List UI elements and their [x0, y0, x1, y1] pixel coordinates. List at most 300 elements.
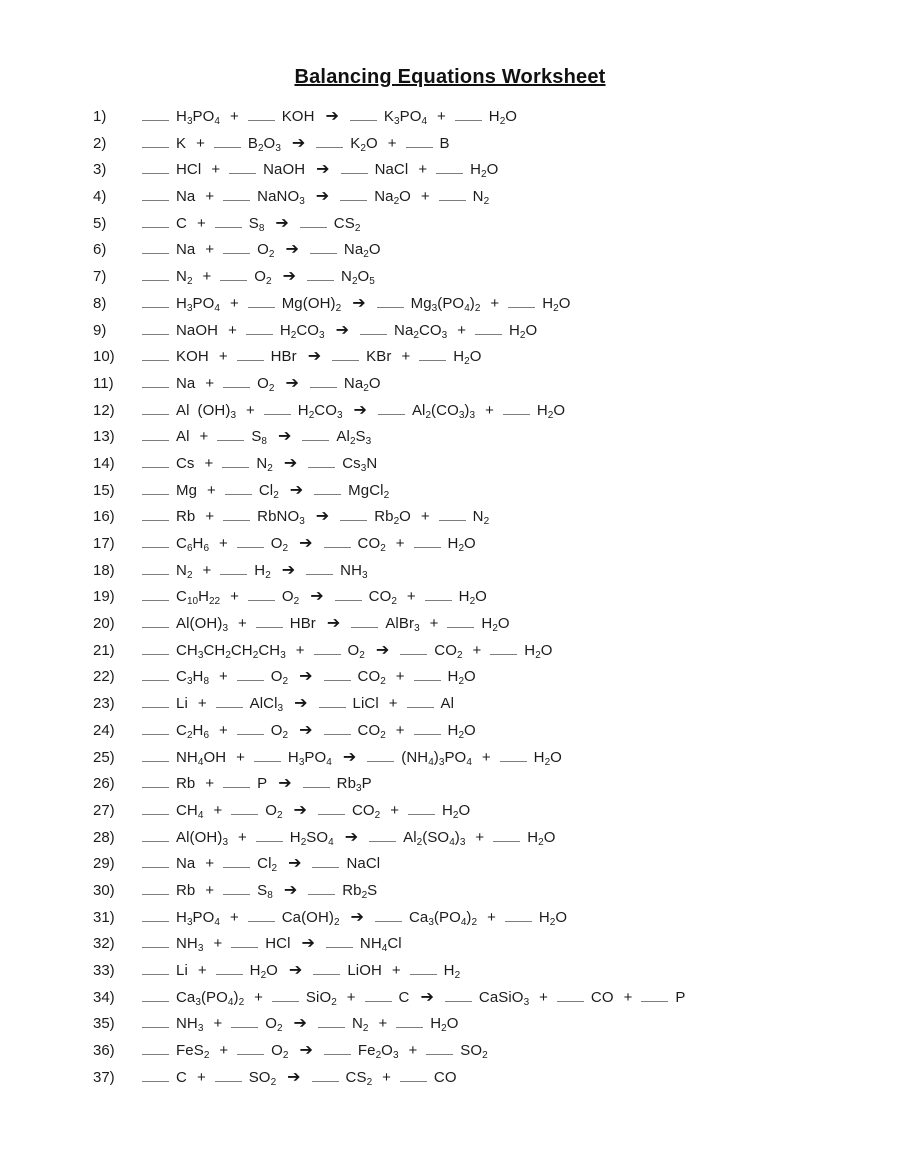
plus-sign: +: [391, 962, 401, 979]
equation-row: [0, 290, 900, 317]
coefficient-blank: [248, 598, 275, 601]
equation: [142, 535, 484, 552]
equation-number: 21): [93, 641, 115, 659]
equation-number: 11): [93, 374, 114, 392]
chemical-formula: Al: [176, 428, 190, 446]
coefficient-blank: [223, 385, 250, 388]
coefficient-blank: [307, 278, 334, 281]
plus-sign: +: [202, 561, 212, 579]
coefficient-blank: [308, 465, 335, 468]
arrow-icon: ➔: [342, 746, 357, 766]
chemical-formula: $Cs_3N$: [342, 454, 378, 474]
equation-row: [0, 583, 900, 610]
chemical-formula: $H_2O$: [538, 908, 568, 928]
chemical-formula: $C_2H_6$: [176, 721, 209, 741]
chemical-formula: $H_2O$: [481, 615, 510, 635]
equation-row: [0, 183, 900, 210]
plus-sign: +: [401, 348, 411, 366]
equation: [142, 933, 410, 955]
chemical-formula: $N_2$: [176, 561, 193, 581]
equation-row: [0, 610, 900, 637]
coefficient-blank: [256, 839, 283, 842]
coefficient-blank: [237, 732, 264, 735]
chemical-formula: $H_2O$: [524, 641, 553, 661]
chemical-formula: $NH_4OH$: [176, 748, 227, 768]
chemical-formula: $SO_2$: [248, 1068, 277, 1088]
coefficient-blank: [414, 678, 441, 681]
coefficient-blank: [142, 518, 169, 521]
coefficient-blank: [439, 518, 466, 521]
equation: [142, 132, 458, 154]
equation: [142, 346, 489, 368]
plus-sign: +: [205, 241, 215, 259]
chemical-formula: $C_6H_6$: [176, 535, 209, 554]
chemical-formula: $H_3PO_4$: [176, 108, 220, 127]
equation: [142, 962, 468, 979]
equation-row: [0, 744, 900, 771]
coefficient-blank: [310, 385, 337, 388]
coefficient-blank: [340, 518, 367, 521]
equation-number: 34): [93, 988, 115, 1006]
equation-row: [0, 824, 900, 851]
chemical-formula: B: [439, 134, 450, 152]
chemical-formula: $K_2O$: [350, 134, 378, 154]
plus-sign: +: [230, 588, 239, 606]
equation-number: 15): [93, 481, 115, 499]
coefficient-blank: [217, 438, 244, 441]
coefficient-blank: [142, 812, 169, 815]
coefficient-blank: [641, 999, 668, 1002]
coefficient-blank: [142, 625, 169, 628]
plus-sign: +: [197, 962, 207, 979]
equation: [142, 239, 389, 261]
equation-number: 30): [93, 881, 115, 899]
coefficient-blank: [400, 1079, 427, 1082]
equation-row: [0, 236, 900, 263]
chemical-formula: KOH: [281, 108, 315, 125]
coefficient-blank: [220, 572, 247, 575]
chemical-formula: $O_2$: [257, 374, 275, 394]
equation-row: [0, 557, 900, 584]
coefficient-blank: [248, 919, 275, 922]
equation: [142, 292, 578, 314]
equation: [142, 1066, 465, 1088]
plus-sign: +: [254, 988, 263, 1006]
coefficient-blank: [142, 598, 169, 601]
chemical-formula: $SO_2$: [460, 1042, 488, 1062]
arrow-icon: ➔: [278, 773, 292, 793]
plus-sign: +: [211, 161, 221, 179]
coefficient-blank: [264, 412, 291, 415]
plus-sign: +: [382, 1068, 391, 1086]
chemical-formula: MgCl$_2$: [348, 481, 390, 501]
equation: [142, 906, 575, 928]
arrow-icon: ➔: [315, 506, 330, 526]
plus-sign: +: [205, 188, 215, 206]
equation: [142, 986, 693, 1008]
chemical-formula: $O_2$: [281, 588, 300, 608]
chemical-formula: $NH_3$: [176, 1015, 204, 1035]
chemical-formula: $NH_3$: [176, 935, 204, 955]
coefficient-blank: [225, 492, 252, 495]
coefficient-blank: [142, 1079, 169, 1082]
equation-number: 37): [93, 1068, 115, 1086]
chemical-formula: $H_2O$: [453, 348, 482, 368]
plus-sign: +: [395, 668, 405, 686]
coefficient-blank: [400, 652, 427, 655]
arrow-icon: ➔: [277, 426, 292, 446]
coefficient-blank: [414, 732, 441, 735]
chemical-formula: NaCl: [346, 855, 381, 873]
coefficient-blank: [505, 919, 532, 922]
coefficient-blank: [425, 598, 452, 601]
coefficient-blank: [410, 972, 437, 975]
arrow-icon: ➔: [299, 666, 313, 686]
chemical-formula: $B_2O_3$: [247, 134, 281, 154]
equation-row: [0, 477, 900, 504]
coefficient-blank: [223, 865, 250, 868]
equation: [142, 666, 484, 688]
chemical-formula: $Rb_2S$: [342, 881, 378, 901]
chemical-formula: CaSiO$_3$: [478, 988, 530, 1008]
coefficient-blank: [231, 945, 258, 948]
chemical-formula: K: [176, 134, 187, 152]
coefficient-blank: [360, 332, 387, 335]
equation: [142, 186, 497, 208]
equation: [142, 586, 495, 608]
coefficient-blank: [493, 839, 520, 842]
chemical-formula: $CS_2$: [345, 1068, 373, 1088]
coefficient-blank: [436, 171, 463, 174]
chemical-formula: $H_2O$: [470, 161, 499, 181]
equation: [142, 719, 484, 741]
equation: [142, 399, 573, 421]
chemical-formula: $(NH_4)_3PO_4$: [401, 748, 472, 768]
arrow-icon: ➔: [301, 933, 315, 953]
chemical-formula: AlBr$_3$: [385, 615, 420, 635]
arrow-icon: ➔: [344, 826, 359, 846]
arrow-icon: ➔: [310, 586, 324, 606]
plus-sign: +: [229, 108, 239, 125]
arrow-icon: ➔: [293, 1013, 307, 1033]
coefficient-blank: [500, 759, 527, 762]
equation-number: 10): [93, 348, 115, 366]
chemical-formula: $CO_2$: [368, 588, 397, 608]
chemical-formula: C: [176, 1068, 187, 1086]
coefficient-blank: [231, 812, 258, 815]
arrow-icon: ➔: [352, 292, 366, 312]
chemical-formula: $N_2$: [472, 508, 490, 528]
equation-number: 12): [93, 401, 115, 419]
plus-sign: +: [213, 801, 223, 819]
chemical-formula: $Na_2O$: [374, 188, 411, 208]
chemical-formula: HBr: [270, 348, 297, 366]
chemical-formula: $O_2$: [347, 641, 365, 661]
chemical-formula: NaOH: [176, 321, 219, 339]
plus-sign: +: [218, 348, 228, 366]
coefficient-blank: [306, 572, 333, 575]
coefficient-blank: [223, 785, 250, 788]
chemical-formula: C: [398, 988, 410, 1006]
chemical-formula: NaOH: [263, 161, 306, 179]
equation-row: [0, 1064, 900, 1091]
plus-sign: +: [196, 1068, 206, 1086]
equation-row: [0, 690, 900, 717]
coefficient-blank: [142, 865, 169, 868]
plus-sign: +: [485, 401, 494, 419]
chemical-formula: $H_2O$: [542, 294, 571, 314]
plus-sign: +: [406, 588, 416, 606]
equation: [142, 639, 561, 661]
plus-sign: +: [205, 508, 215, 526]
coefficient-blank: [142, 945, 169, 948]
coefficient-blank: [318, 1025, 345, 1028]
chemical-formula: $H_2O$: [536, 401, 566, 421]
chemical-formula: $O_2$: [254, 268, 272, 288]
coefficient-blank: [214, 145, 241, 148]
chemical-formula: $H_2O$: [447, 721, 476, 741]
equation-row: [0, 770, 900, 797]
plus-sign: +: [472, 641, 482, 659]
coefficient-blank: [426, 1052, 453, 1055]
equation-row: [0, 130, 900, 157]
coefficient-blank: [142, 545, 169, 548]
chemical-formula: $N_2$: [472, 188, 490, 208]
coefficient-blank: [367, 759, 394, 762]
arrow-icon: ➔: [335, 319, 350, 339]
plus-sign: +: [238, 828, 247, 846]
equation-number: 36): [93, 1042, 115, 1060]
arrow-icon: ➔: [375, 639, 390, 659]
equation-row: [0, 263, 900, 290]
chemical-formula: Cs: [176, 454, 195, 472]
chemical-formula: $Mg_3(PO_4)_2$: [410, 294, 481, 314]
equation: [142, 613, 518, 635]
chemical-formula: $S_8$: [248, 214, 265, 234]
equation-number: 29): [93, 855, 115, 873]
arrow-icon: ➔: [285, 239, 299, 259]
plus-sign: +: [205, 775, 215, 793]
coefficient-blank: [142, 171, 169, 174]
chemical-formula: $H_2CO_3$: [297, 401, 343, 421]
arrow-icon: ➔: [289, 479, 304, 499]
equation-row: [0, 1010, 900, 1037]
equation-row: [0, 370, 900, 397]
equation-list: [0, 103, 900, 1090]
equation-number: 18): [93, 561, 115, 579]
coefficient-blank: [300, 225, 327, 228]
coefficient-blank: [142, 332, 169, 335]
arrow-icon: ➔: [288, 853, 302, 873]
equation-number: 20): [93, 615, 115, 633]
coefficient-blank: [142, 118, 169, 121]
equation: [142, 559, 376, 581]
equation-number: 7): [93, 268, 107, 286]
coefficient-blank: [142, 678, 169, 681]
coefficient-blank: [142, 1025, 169, 1028]
chemical-formula: $O_2$: [257, 241, 275, 261]
chemical-formula: FeS$_2$: [176, 1042, 210, 1062]
coefficient-blank: [216, 705, 243, 708]
coefficient-blank: [142, 1052, 169, 1055]
chemical-formula: $H_2O$: [458, 588, 487, 608]
coefficient-blank: [490, 652, 517, 655]
equation: [142, 1013, 467, 1035]
chemical-formula: AlCl$_3$: [249, 695, 284, 715]
chemical-formula: HBr: [289, 615, 316, 633]
plus-sign: +: [246, 401, 255, 419]
chemical-formula: $O_2$: [265, 801, 283, 821]
chemical-formula: $Al_2(SO_4)_3$: [403, 828, 466, 848]
coefficient-blank: [408, 812, 435, 815]
equation-row: [0, 877, 900, 904]
chemical-formula: $H_3PO_4$: [287, 748, 332, 768]
coefficient-blank: [223, 518, 250, 521]
chemical-formula: Rb: [176, 508, 196, 526]
coefficient-blank: [310, 251, 337, 254]
plus-sign: +: [429, 615, 439, 633]
chemical-formula: Na: [176, 188, 196, 206]
chemical-formula: $H_2O$: [441, 801, 471, 821]
chemical-formula: $Ca_3(PO_4)_2$: [408, 908, 478, 928]
chemical-formula: $N_2$: [256, 454, 273, 474]
coefficient-blank: [220, 278, 247, 281]
chemical-formula: $C_{10}H_{22}$: [176, 588, 221, 608]
arrow-icon: ➔: [291, 132, 306, 152]
coefficient-blank: [222, 465, 249, 468]
chemical-formula: $NH_4Cl$: [359, 935, 402, 955]
plus-sign: +: [378, 1015, 388, 1033]
equation-number: 23): [93, 695, 115, 713]
chemical-formula: RbNO$_3$: [257, 508, 305, 528]
coefficient-blank: [312, 1079, 339, 1082]
equation-number: 24): [93, 721, 115, 739]
arrow-icon: ➔: [299, 533, 313, 552]
equation-number: 31): [93, 908, 115, 926]
chemical-formula: KOH: [176, 348, 209, 366]
plus-sign: +: [490, 294, 500, 312]
chemical-formula: $Ca(OH)_2$: [281, 908, 340, 928]
equation: [142, 452, 385, 474]
coefficient-blank: [142, 198, 169, 201]
chemical-formula: HCl: [265, 935, 291, 953]
coefficient-blank: [248, 118, 275, 121]
coefficient-blank: [312, 865, 339, 868]
equation: [142, 1040, 496, 1062]
plus-sign: +: [204, 454, 214, 472]
coefficient-blank: [406, 145, 433, 148]
arrow-icon: ➔: [288, 960, 303, 979]
chemical-formula: $Ca_3(PO_4)_2$: [176, 988, 245, 1008]
coefficient-blank: [142, 278, 169, 281]
equation: [142, 773, 380, 795]
coefficient-blank: [340, 198, 367, 201]
coefficient-blank: [326, 945, 353, 948]
coefficient-blank: [419, 358, 446, 361]
arrow-icon: ➔: [299, 1040, 313, 1060]
arrow-icon: ➔: [293, 799, 307, 819]
coefficient-blank: [142, 705, 169, 708]
plus-sign: +: [539, 988, 548, 1006]
plus-sign: +: [236, 748, 245, 766]
chemical-formula: LiOH: [347, 962, 382, 979]
page-title: Balancing Equations Worksheet: [294, 66, 606, 88]
coefficient-blank: [324, 678, 351, 681]
plus-sign: +: [196, 214, 206, 232]
chemical-formula: $N_2$: [176, 268, 193, 288]
equation-number: 22): [93, 668, 115, 686]
chemical-formula: $CO_2$: [357, 668, 386, 688]
chemical-formula: KBr: [366, 348, 392, 366]
equation-number: 8): [93, 294, 107, 312]
plus-sign: +: [457, 321, 466, 339]
equation-number: 14): [93, 454, 115, 472]
arrow-icon: ➔: [275, 212, 289, 232]
chemical-formula: Rb: [176, 775, 196, 793]
coefficient-blank: [215, 1079, 242, 1082]
chemical-formula: $(OH)_3$: [197, 401, 236, 421]
equation-number: 4): [93, 188, 107, 206]
coefficient-blank: [324, 1052, 351, 1055]
equation-number: 6): [93, 241, 107, 259]
equation: [142, 853, 388, 875]
equation-row: [0, 503, 900, 530]
equation-number: 19): [93, 588, 115, 606]
coefficient-blank: [142, 572, 169, 575]
chemical-formula: $H_2CO_3$: [279, 321, 325, 341]
plus-sign: +: [395, 721, 405, 739]
arrow-icon: ➔: [307, 346, 322, 366]
coefficient-blank: [341, 171, 368, 174]
equation-number: 25): [93, 748, 115, 766]
equation-row: [0, 797, 900, 824]
chemical-formula: $Rb_3P$: [336, 775, 372, 795]
coefficient-blank: [223, 251, 250, 254]
equation-number: 32): [93, 935, 115, 953]
coefficient-blank: [324, 545, 351, 548]
chemical-formula: LiCl: [352, 695, 379, 713]
plus-sign: +: [418, 161, 428, 179]
coefficient-blank: [216, 972, 243, 975]
coefficient-blank: [557, 999, 584, 1002]
plus-sign: +: [229, 294, 239, 312]
coefficient-blank: [350, 118, 377, 121]
chemical-formula: $Cl_2$: [257, 855, 278, 875]
coefficient-blank: [332, 358, 359, 361]
chemical-formula: $H_2O$: [508, 321, 538, 341]
arrow-icon: ➔: [353, 399, 367, 419]
chemical-formula: $H_2O$: [249, 962, 278, 981]
arrow-icon: ➔: [281, 559, 296, 579]
equation: [142, 319, 545, 341]
equation: [142, 879, 385, 901]
equation-number: 9): [93, 321, 107, 339]
plus-sign: +: [196, 134, 205, 152]
coefficient-blank: [142, 759, 169, 762]
chemical-formula: $O_2$: [270, 668, 289, 688]
chemical-formula: Na: [176, 374, 196, 392]
equation: [142, 426, 379, 448]
chemical-formula: $H_2O$: [430, 1015, 459, 1035]
coefficient-blank: [377, 305, 404, 308]
chemical-formula: SiO$_2$: [305, 988, 337, 1008]
equation-number: 2): [93, 134, 107, 152]
coefficient-blank: [272, 999, 299, 1002]
plus-sign: +: [388, 695, 398, 713]
coefficient-blank: [314, 652, 341, 655]
chemical-formula: $Al_2S_3$: [336, 428, 372, 448]
coefficient-blank: [223, 892, 250, 895]
